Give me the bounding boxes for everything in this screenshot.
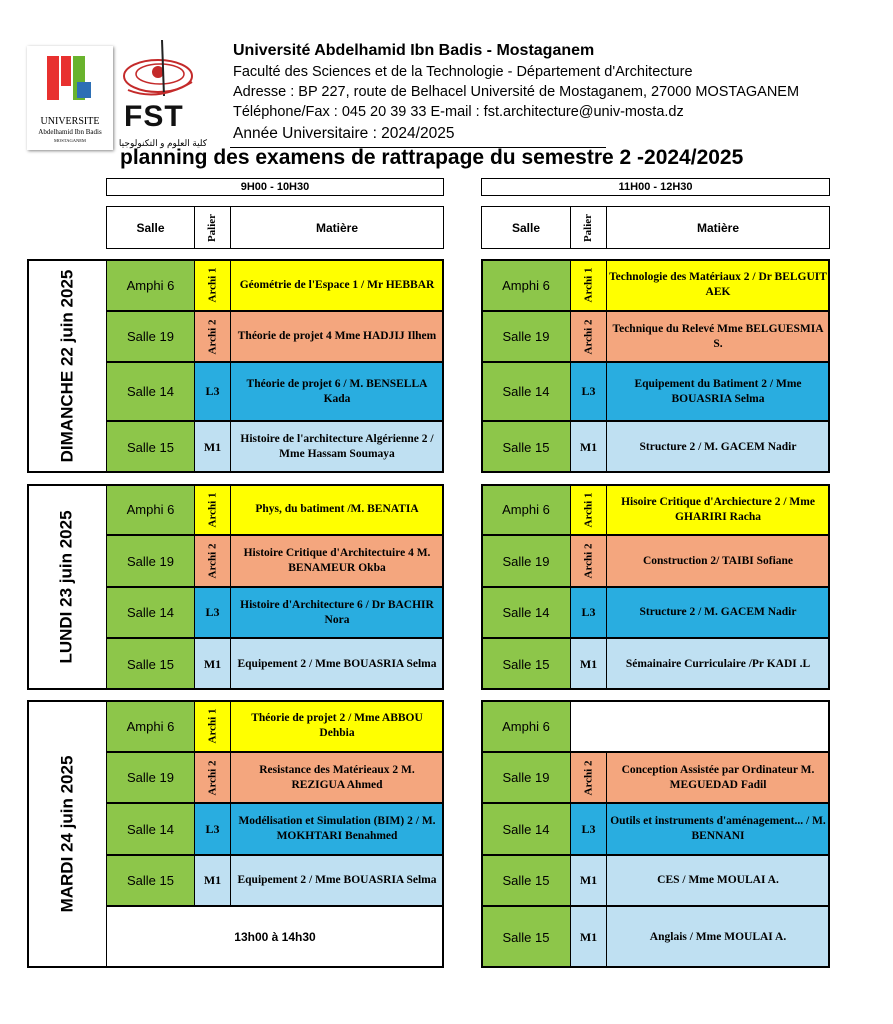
day1-label [27,484,105,690]
day2-morning-row1-salle: Salle 19 [106,752,195,803]
university-logo-line3: MOSTAGANEM [54,138,86,143]
day0-late-row2-salle: Salle 14 [481,362,571,421]
day2-morning-row0-palier-text: Archi 1 [206,708,219,744]
header-matiere-right: Matière [606,206,830,249]
day1-morning-row0-palier [194,484,231,535]
day1-morning-row3-salle: Salle 15 [106,638,195,690]
day1-morning-row1-matiere: Histoire Critique d'Architectuire 4 M. BENAMEUR Okba [230,535,444,587]
day1-morning-row1-palier-text: Archi 2 [206,543,219,579]
day1-late-row1-palier [570,535,607,587]
day1-morning-row1-palier [194,535,231,587]
day0-late-row2-matiere: Equipement du Batiment 2 / Mme BOUASRIA Selma [606,362,830,421]
day2-label [27,700,105,968]
day0-morning-row1-matiere: Théorie de projet 4 Mme HADJIJ Ilhem [230,311,444,362]
day2-late-row0-empty [570,700,830,752]
day1-morning-row3-palier: M1 [194,638,231,690]
day2-late-row4-salle: Salle 15 [481,906,571,968]
day1-late-row1-salle: Salle 19 [481,535,571,587]
day0-late-row0-palier-text: Archi 1 [582,267,595,303]
page-title: planning des examens de rattrapage du semestre 2 -2024/2025 [120,146,744,169]
day2-morning-row1-matiere: Resistance des Matérieaux 2 M. REZIGUA Ahmed [230,752,444,803]
day0-label [27,259,105,473]
day0-morning-row3-palier: M1 [194,421,231,473]
day2-late-row3-matiere: CES / Mme MOULAI A. [606,855,830,906]
day0-morning-row3-salle: Salle 15 [106,421,195,473]
day2-morning-row2-palier: L3 [194,803,231,855]
day1-late-row1-palier-text: Archi 2 [582,543,595,579]
day0-late-row1-salle: Salle 19 [481,311,571,362]
day2-morning-row1-palier [194,752,231,803]
day2-morning-row3-palier: M1 [194,855,231,906]
day2-late-row1-palier [570,752,607,803]
day0-morning-row0-matiere: Géométrie de l'Espace 1 / Mr HEBBAR [230,259,444,311]
day2-morning-row2-matiere: Modélisation et Simulation (BIM) 2 / M. MOKHTARI Benahmed [230,803,444,855]
day0-late-row0-matiere: Technologie des Matériaux 2 / Dr BELGUIT AEK [606,259,830,311]
day1-late-row0-palier [570,484,607,535]
day0-late-row3-salle: Salle 15 [481,421,571,473]
day1-late-row2-palier: L3 [570,587,607,638]
day0-morning-row2-salle: Salle 14 [106,362,195,421]
day1-morning-row0-matiere: Phys, du batiment /M. BENATIA [230,484,444,535]
day0-label-text: DIMANCHE 22 juin 2025 [57,269,77,463]
slot-late-label: 11H00 - 12H30 [481,178,830,196]
day2-late-row1-matiere: Conception Assistée par Ordinateur M. MEGUEDAD Fadil [606,752,830,803]
day1-late-row3-salle: Salle 15 [481,638,571,690]
day1-morning-row2-palier: L3 [194,587,231,638]
fst-logo-arabic: كلية العلوم و التكنولوجيا [118,138,208,148]
day2-morning-row0-salle: Amphi 6 [106,700,195,752]
faculty-line: Faculté des Sciences et de la Technologie - Département d'Architecture [233,64,693,80]
academic-year: Année Universitaire : 2024/2025 [233,125,455,142]
day1-late-row3-palier: M1 [570,638,607,690]
day0-morning-row1-palier [194,311,231,362]
university-logo-line2: Abdelhamid Ibn Badis [38,128,102,136]
day2-morning-row1-palier-text: Archi 2 [206,760,219,795]
fst-logo [118,36,208,154]
day2-morning-row3-salle: Salle 15 [106,855,195,906]
day1-morning-row0-salle: Amphi 6 [106,484,195,535]
day0-morning-row1-salle: Salle 19 [106,311,195,362]
day2-late-row2-matiere: Outils et instruments d'aménagement... / M. BENNANI [606,803,830,855]
contact-line: Téléphone/Fax : 045 20 39 33 E-mail : fst.architecture@univ-mosta.dz [233,104,684,120]
day2-late-row1-salle: Salle 19 [481,752,571,803]
university-emblem-icon [47,52,93,108]
day0-morning-row1-palier-text: Archi 2 [206,319,219,354]
address-line: Adresse : BP 227, route de Belhacel Université de Mostaganem, 27000 MOSTAGANEM [233,84,800,100]
day1-late-row0-matiere: Hisoire Critique d'Archiecture 2 / Mme GHARIRI Racha [606,484,830,535]
day1-late-row3-matiere: Sémainaire Curriculaire /Pr KADI .L [606,638,830,690]
day1-morning-row1-salle: Salle 19 [106,535,195,587]
day1-morning-row3-matiere: Equipement 2 / Mme BOUASRIA Selma [230,638,444,690]
day0-morning-row3-matiere: Histoire de l'architecture Algérienne 2 / Mme Hassam Soumaya [230,421,444,473]
fst-swirl-icon [118,36,198,106]
header-palier-left-text: Palier [206,213,219,242]
day0-late-row2-palier: L3 [570,362,607,421]
day1-late-row2-salle: Salle 14 [481,587,571,638]
university-logo [27,46,113,150]
day1-late-row1-matiere: Construction 2/ TAIBI Sofiane [606,535,830,587]
day0-late-row1-matiere: Technique du Relevé Mme BELGUESMIA S. [606,311,830,362]
day1-label-text: LUNDI 23 juin 2025 [57,510,76,664]
day2-morning-row2-salle: Salle 14 [106,803,195,855]
day1-morning-row0-palier-text: Archi 1 [206,492,219,527]
day0-morning-row2-matiere: Théorie de projet 6 / M. BENSELLA Kada [230,362,444,421]
day0-late-row0-palier [570,259,607,311]
university-name: Université Abdelhamid Ibn Badis - Mostaganem [233,42,595,59]
day2-late-row3-salle: Salle 15 [481,855,571,906]
day2-late-row4-palier: M1 [570,906,607,968]
day2-late-row2-salle: Salle 14 [481,803,571,855]
day2-morning-row0-palier [194,700,231,752]
day0-morning-row0-palier-text: Archi 1 [206,267,219,303]
day2-morning-row3-matiere: Equipement 2 / Mme BOUASRIA Selma [230,855,444,906]
day2-late-row1-palier-text: Archi 2 [582,760,595,795]
day2-label-text: MARDI 24 juin 2025 [57,755,77,913]
day0-late-row1-palier-text: Archi 2 [582,319,595,354]
day0-late-row3-palier: M1 [570,421,607,473]
slot-morning-label: 9H00 - 10H30 [106,178,444,196]
university-logo-line1: UNIVERSITE [40,116,100,127]
day2-pause-cell: 13h00 à 14h30 [106,906,444,968]
day1-late-row2-matiere: Structure 2 / M. GACEM Nadir [606,587,830,638]
day0-late-row1-palier [570,311,607,362]
day1-late-row0-salle: Amphi 6 [481,484,571,535]
day0-morning-row0-palier [194,259,231,311]
day0-morning-row2-palier: L3 [194,362,231,421]
day1-morning-row2-salle: Salle 14 [106,587,195,638]
day0-late-row0-salle: Amphi 6 [481,259,571,311]
header-salle-right: Salle [481,206,571,249]
day2-late-row2-palier: L3 [570,803,607,855]
day0-morning-row0-salle: Amphi 6 [106,259,195,311]
day2-late-row4-matiere: Anglais / Mme MOULAI A. [606,906,830,968]
day2-late-row3-palier: M1 [570,855,607,906]
header-palier-right [570,206,607,249]
header-palier-left [194,206,231,249]
day2-morning-row0-matiere: Théorie de projet 2 / Mme ABBOU Dehbia [230,700,444,752]
header-matiere-left: Matière [230,206,444,249]
header-palier-right-text: Palier [582,213,595,242]
day1-morning-row2-matiere: Histoire d'Architecture 6 / Dr BACHIR Nora [230,587,444,638]
fst-logo-text: FST [124,100,184,133]
day2-late-row0-salle: Amphi 6 [481,700,571,752]
header-salle-left: Salle [106,206,195,249]
day1-late-row0-palier-text: Archi 1 [582,492,595,527]
day0-late-row3-matiere: Structure 2 / M. GACEM Nadir [606,421,830,473]
